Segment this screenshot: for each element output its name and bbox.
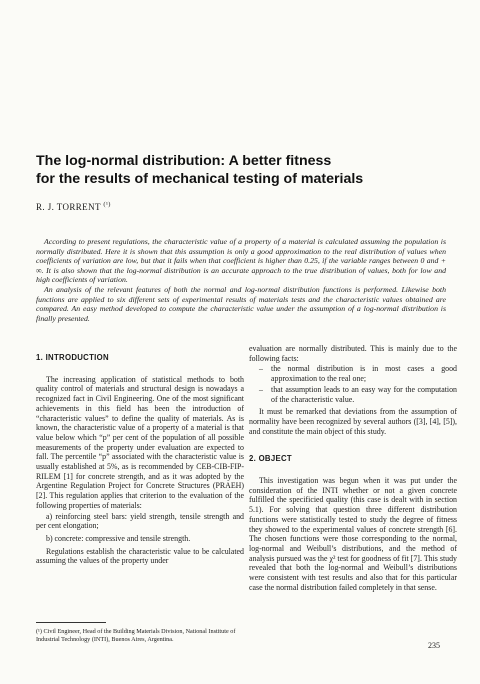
page-number: 235 [428,641,440,650]
dash-bullet: – [259,364,263,374]
article-title [36,152,456,188]
dash-item-text: the normal distribution is in most cases a good approximation to the real one; [271,364,457,384]
author-line [36,201,111,212]
abstract-paragraph-1: According to present regulations, the characteristic value of a property of a material is calculated assuming the population is normally distributed. Here it is shown that this assumption is only a good approximation to the real distribution of values when coefficients of variation are low, but that it fails when that coefficient is higher than 0.25, if the variable ranges between 0 and + ∞. It is also shown that the log-normal distribution is an accurate approach to the true distribution of values, both for low and high coefficients of variation. [36,237,446,285]
footnote: (¹) Civil Engineer, Head of the Building Materials Division, National Institute of Industrial Technology (INTI), Buenos Aires, Argentina. [36,628,236,643]
intro-dash-item-1 [249,364,457,383]
abstract [36,237,446,323]
dash-item-text: that assumption leads to an easy way for the computation of the characteristic value. [271,384,457,404]
abstract-paragraph-2: An analysis of the relevant features of both the normal and log-normal distribution functions is performed. Likewise both functions are applied to six different sets of experimental results of materials tests and the characteristic values obtained are compared. An easy method developed to compute the characteristic value under the assumption of a log-normal distribution is finally presented. [36,284,446,323]
intro-list-item-a: a) reinforcing steel bars: yield strength, tensile strength and per cent elongation; [36,511,244,531]
intro-paragraph-1: The increasing application of statistical methods to both quality control of materials and structural design is nowadays a recognized fact in Civil Engineering. One of the most significant achievements in this field has been the introduction of “characteristic values” to define the quality of materials. As is known, the characteristic value of a property of a material is that value below which “p” per cent of the population of all possible measurements of the property under evaluation are expected to fall. The percentile “p” associated with the characteristic value is usually established at 5%, as is recommended by CEB-CIB-FIP-RILEM [1] for concrete strength, and as it was adopted by the Argentine Regulation Project for Concrete Structures (PRAEH) [2]. This regulation applies that criterion to the evaluation of the following properties of materials: [36,374,244,510]
title-line-2: for the results of mechanical testing of materials [36,171,364,187]
intro-dash-item-2 [249,385,457,404]
intro-continuation: evaluation are normally distributed. This is mainly due to the following facts: [249,344,457,363]
intro-list-item-b: b) concrete: compressive and tensile strength. [46,533,191,543]
title-line-1: The log-normal distribution: A better fitness [36,153,332,169]
footnote-divider [36,622,106,623]
intro-paragraph-3: It must be remarked that deviations from the assumption of normality have been recognized by several authors ([3], [4], [5]), and constitute the main object of this study. [249,407,457,436]
author-name: R. J. TORRENT [36,202,101,212]
dash-bullet: – [259,384,263,394]
left-column [36,353,244,567]
section-heading-introduction: 1. INTRODUCTION [36,353,109,362]
right-column [249,344,457,593]
object-paragraph-1: This investigation was begun when it was put under the consideration of the INTI whether or not a given concrete fulfilled the specificied quality (this case is dealt with in section 5.1). For solving that question three different distribution functions were statistically tested to study the degree of fitness they showed to the experimental values of concrete strength [6]. The chosen functions were those corresponding to the normal, log-normal and Weibull’s distributions, and the method of analysis pursued was the χ² test for goodness of fit [7]. This study revealed that both the log-normal and Weibull’s distributions were consistent with test results and also that for this particular case the normal distribution failed completely in that sense. [249,476,457,592]
section-heading-object: 2. OBJECT [249,454,292,464]
intro-paragraph-2: Regulations establish the characteristic value to be calculated assuming the values of the property under [36,546,244,566]
author-footnote-mark: (¹) [103,201,111,208]
